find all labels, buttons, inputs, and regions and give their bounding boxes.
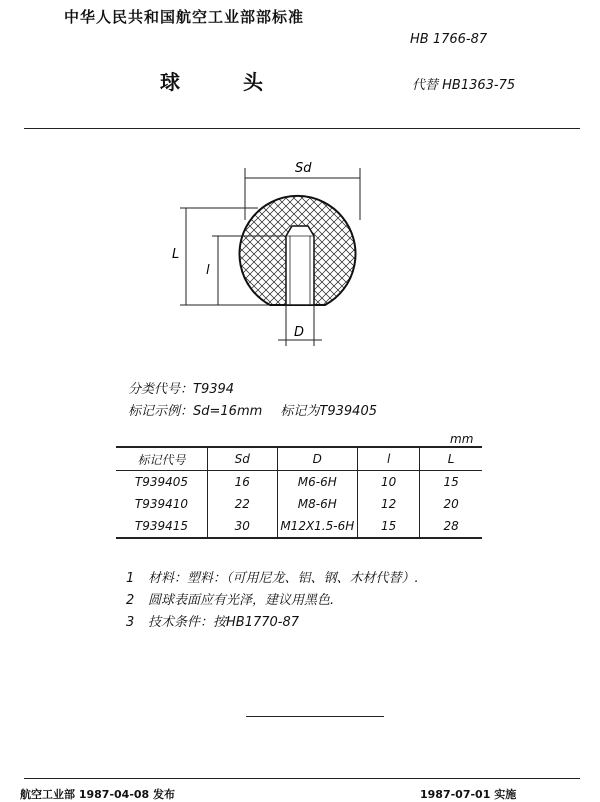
- table-cell: T939410: [116, 493, 208, 515]
- table-cell: 20: [420, 493, 482, 515]
- label-D: D: [294, 325, 305, 340]
- col-header: 标记代号: [116, 447, 208, 471]
- note-item: [126, 612, 419, 634]
- table-row: [116, 471, 482, 494]
- table-cell: 30: [208, 515, 278, 538]
- table-cell: 16: [208, 471, 278, 494]
- header-divider: [24, 128, 580, 129]
- note-text: 技术条件：按HB1770-87: [148, 615, 300, 630]
- table-cell: M6-6H: [277, 471, 358, 494]
- label-sd: Sd: [295, 161, 312, 176]
- note-number: 2: [126, 593, 135, 608]
- replaces-standard: 代替 HB1363-75: [412, 78, 516, 93]
- table-row: [116, 515, 482, 538]
- marking-example-label: 标记示例：Sd=16mm: [128, 404, 263, 419]
- table-header-row: [116, 447, 482, 471]
- end-rule: [246, 716, 384, 717]
- marking-example-mark: 标记为T939405: [280, 404, 377, 419]
- note-number: 1: [126, 571, 135, 586]
- footer-divider: [24, 778, 580, 779]
- table-unit: mm: [450, 432, 474, 446]
- table-cell: 15: [420, 471, 482, 494]
- table-cell: T939415: [116, 515, 208, 538]
- col-header: L: [420, 447, 482, 471]
- standard-number: HB 1766-87: [410, 32, 488, 47]
- document-title: 球 头: [160, 70, 291, 94]
- table-cell: 28: [420, 515, 482, 538]
- table-cell: M12X1.5-6H: [277, 515, 358, 538]
- note-text: 材料：塑料：（可用尼龙、铝、钢、木材代替）.: [148, 571, 419, 586]
- table-row: [116, 493, 482, 515]
- spec-table: [116, 446, 482, 539]
- ball-knob-drawing: [150, 150, 410, 360]
- table-cell: 10: [358, 471, 420, 494]
- note-text: 圆球表面应有光泽，建议用黑色.: [148, 593, 335, 608]
- issuing-organization: 中华人民共和国航空工业部部标准: [64, 8, 305, 26]
- effective-date: 1987-07-01 实施: [420, 788, 517, 801]
- col-header: Sd: [208, 447, 278, 471]
- table-cell: 22: [208, 493, 278, 515]
- table-cell: 15: [358, 515, 420, 538]
- label-l: l: [206, 263, 210, 278]
- note-item: [126, 590, 419, 612]
- issue-info: 航空工业部 1987-04-08 发布: [20, 788, 176, 801]
- table-cell: 12: [358, 493, 420, 515]
- classification-code: 分类代号：T9394: [128, 382, 235, 397]
- col-header: D: [277, 447, 358, 471]
- table-cell: T939405: [116, 471, 208, 494]
- col-header: l: [358, 447, 420, 471]
- note-item: [126, 568, 419, 590]
- marking-example: [128, 400, 391, 419]
- note-number: 3: [126, 615, 135, 630]
- label-L: L: [172, 247, 180, 262]
- notes-list: [126, 568, 419, 634]
- table-cell: M8-6H: [277, 493, 358, 515]
